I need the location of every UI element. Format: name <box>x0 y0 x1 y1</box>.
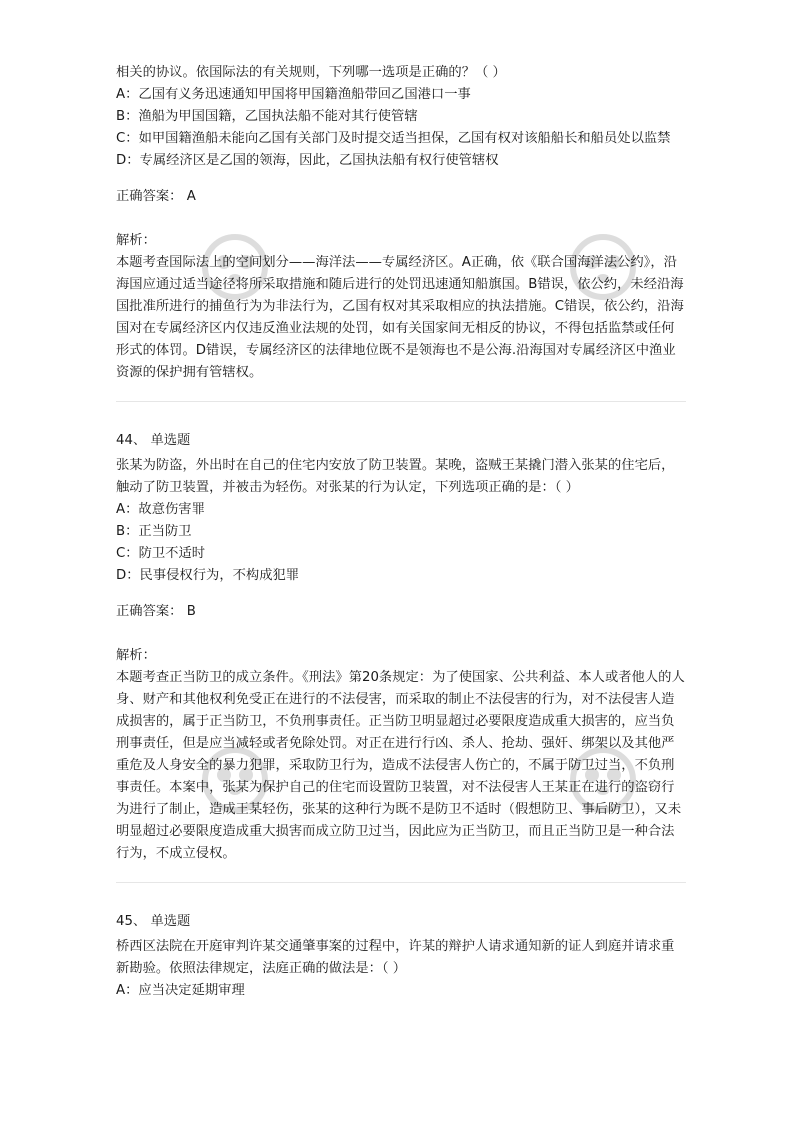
option-letter: D： <box>116 153 140 168</box>
question-stem: 张某为防盗，外出时在自己的住宅内安放了防卫装置。某晚，盗贼王某撬门潜入张某的住宅后，触动了防卫装置，并被击为轻伤。对张某的行为认定，下列选项正确的是：（ ） <box>116 458 675 495</box>
option-c <box>116 543 686 565</box>
answer-label: 正确答案： <box>116 189 183 204</box>
correct-answer <box>116 601 686 623</box>
option-letter: A： <box>116 983 139 998</box>
option-text: 渔船为甲国国籍，乙国执法船不能对其行使管辖 <box>138 109 418 124</box>
option-text: 如甲国籍渔船未能向乙国有关部门及时提交适当担保，乙国有权对该船船长和船员处以监禁 <box>138 131 671 146</box>
option-c <box>116 128 686 150</box>
analysis-text: 本题考查正当防卫的成立条件。《刑法》第20条规定：为了使国家、公共利益、本人或者他人的人身、财产和其他权利免受正在进行的不法侵害，而采取的制止不法侵害的行为，对不法侵害人造成损害的，属于正当防卫，不负刑事责任。正当防卫明显超过必要限度造成重大损害的，应当负刑事责任，但是应当减轻或者免除处罚。对正在进行行凶、杀人、抢劫、强奸、绑架以及其他严重危及人身安全的暴力犯罪，采取防卫行为，造成不法侵害人伤亡的，不属于防卫过当，不负刑事责任。本案中，张某为保护自己的住宅而设置防卫装置，对不法侵害人王某正在进行的盗窃行为进行了制止，造成王某轻伤，张某的这种行为既不是防卫不适时（假想防卫、事后防卫），又未明显超过必要限度造成重大损害而成立防卫过当，因此应为正当防卫，而且正当防卫是一种合法行为，不成立侵权。 <box>116 670 685 861</box>
option-b <box>116 521 686 543</box>
option-text: 应当决定延期审理 <box>138 983 245 998</box>
option-letter: A： <box>116 502 139 517</box>
option-b <box>116 106 686 128</box>
option-letter: B： <box>116 524 139 539</box>
option-letter: B： <box>116 109 139 124</box>
option-text: 故意伤害罪 <box>138 502 205 517</box>
question-header <box>116 911 686 933</box>
analysis-label: 解析： <box>116 233 156 248</box>
analysis-label: 解析： <box>116 648 156 663</box>
question-number: 45 <box>116 914 133 929</box>
question-type: 、 单选题 <box>132 914 191 929</box>
option-letter: C： <box>116 546 139 561</box>
option-d <box>116 150 686 172</box>
option-letter: C： <box>116 131 139 146</box>
answer-value: B <box>186 604 196 619</box>
question-45 <box>116 911 686 1002</box>
question-type: 、 单选题 <box>132 433 191 448</box>
option-text: 民事侵权行为，不构成犯罪 <box>139 568 300 583</box>
question-44 <box>116 430 686 865</box>
answer-label: 正确答案： <box>116 604 183 619</box>
option-a <box>116 980 686 1002</box>
option-text: 乙国有义务迅速通知甲国将甲国籍渔船带回乙国港口一事 <box>138 87 471 102</box>
answer-value: A <box>186 189 196 204</box>
correct-answer <box>116 186 686 208</box>
section-divider <box>116 882 686 883</box>
document-page <box>116 62 686 1002</box>
section-divider <box>116 401 686 402</box>
option-text: 专属经济区是乙国的领海，因此，乙国执法船有权行使管辖权 <box>139 153 499 168</box>
option-text: 正当防卫 <box>138 524 192 539</box>
analysis-text: 本题考查国际法上的空间划分——海洋法——专属经济区。A正确，依《联合国海洋法公约》，沿海国应通过适当途径将所采取措施和随后进行的处罚迅速通知船旗国。B错误，依公约，未经沿海国批准所进行的捕鱼行为为非法行为，乙国有权对其采取相应的执法措施。C错误，依公约，沿海国对在专属经济区内仅违反渔业法规的处罚，如有关国家间无相反的协议，不得包括监禁或任何形式的体罚。D错误，专属经济区的法律地位既不是领海也不是公海.沿海国对专属经济区中渔业资源的保护拥有管辖权。 <box>116 255 684 380</box>
option-text: 防卫不适时 <box>138 546 206 561</box>
question-stem: 相关的协议。依国际法的有关规则，下列哪一选项是正确的？（ ） <box>116 65 506 80</box>
option-letter: A： <box>116 87 139 102</box>
option-letter: D： <box>116 568 140 583</box>
option-a <box>116 84 686 106</box>
question-43 <box>116 62 686 384</box>
option-d <box>116 565 686 587</box>
question-header <box>116 430 686 452</box>
option-a <box>116 499 686 521</box>
question-number: 44 <box>116 433 133 448</box>
question-stem: 桥西区法院在开庭审判许某交通肇事案的过程中，许某的辩护人请求通知新的证人到庭并请求重新勘验。依照法律规定，法庭正确的做法是：（ ） <box>116 939 675 976</box>
